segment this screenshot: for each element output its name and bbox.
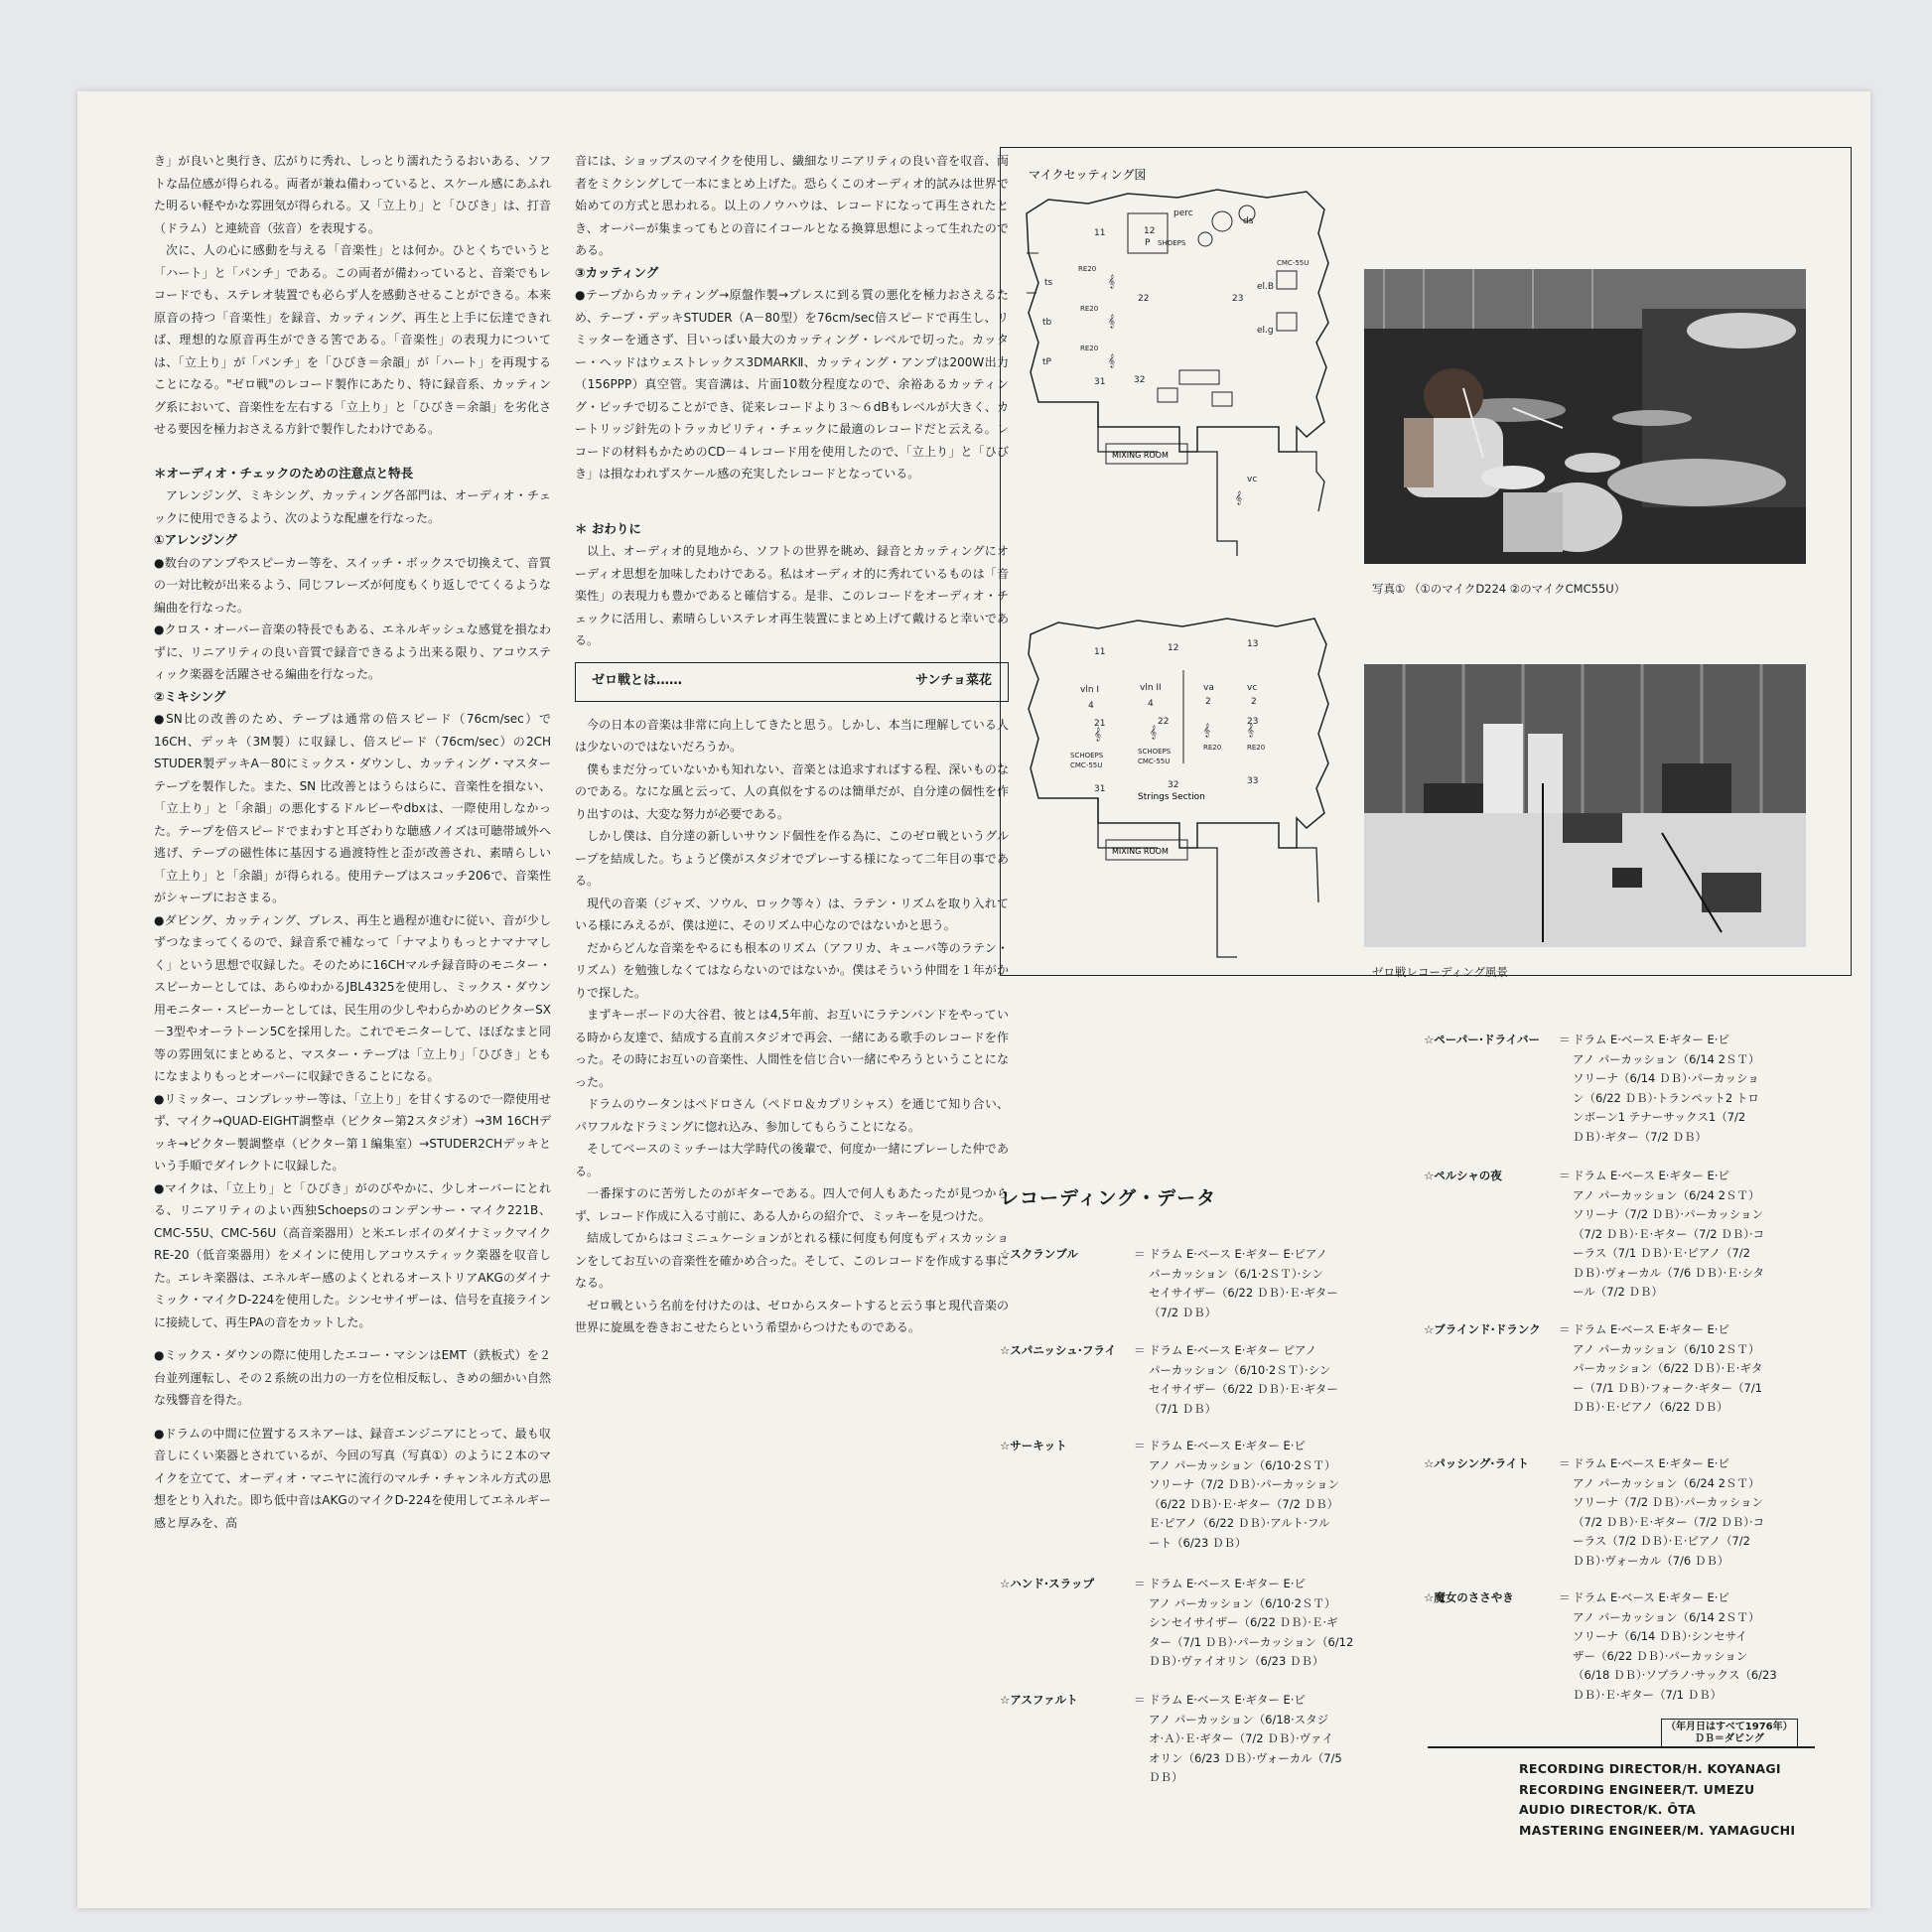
track-detail-line: アノ パーカッション（6/14 2ＳＴ） (1573, 1051, 1760, 1066)
mic-setting-plan-1 (1009, 154, 1366, 556)
track-detail-line: シンセイサイザー（6/22 ＤＢ）·Ｅ·ギ (1149, 1615, 1338, 1629)
credits-divider (1428, 1746, 1815, 1748)
credit-audio-director: AUDIO DIRECTOR/K. ŌTA (1519, 1802, 1697, 1817)
track-detail-line: ーラス（7/1 ＤＢ）·Ｅ·ピアノ（7/2 (1573, 1246, 1750, 1260)
zero-sen-heading-title: ゼロ戦とは…… (592, 673, 683, 689)
svg-text:RE20: RE20 (1080, 345, 1099, 352)
svg-text:el.B: el.B (1257, 282, 1275, 292)
svg-text:ts: ts (1044, 278, 1053, 288)
spacer (575, 485, 1009, 507)
paragraph: 次に、人の心に感動を与える「音楽性」とは何か。ひとくちでいうと「ハート」と「パンチ」である。この両者が備わっていると、音楽でもレコードでも、ステレオ装置でも必らず人を感動させることができる。本来原音の持つ「音楽性」を録音、カッティング、再生と上手に伝達できれば、理想的な原音再生ができる筈である。「音楽性」の表現力については、「立上り」が「パンチ」を「ひびき＝余韻」が「ハート」を再現することになる。"ゼロ戦"のレコード製作にあたり、特に録音系、カッティング系において、音楽性を左右する「立上り」と「ひびき＝余韻」を劣化させる要因を極力おさえる方針で製作したわけである。 (154, 243, 551, 436)
svg-text:12: 12 (1168, 643, 1179, 653)
track-detail-line: （7/2 ＤＢ） (1149, 1305, 1217, 1319)
svg-text:23: 23 (1247, 717, 1259, 727)
track-detail-line: ソリーナ（7/2 ＤＢ）·パーカッション (1573, 1207, 1763, 1221)
recording-entry (1000, 1575, 1417, 1672)
track-detail-line: ドラム E·ベース E·ギター E·ピアノ (1149, 1247, 1328, 1261)
track-detail-line: ドラム E·ベース E·ギター E·ピ (1573, 1322, 1729, 1336)
recording-entry (1000, 1437, 1417, 1553)
photo2-caption: ゼロ戦レコーディング風景 (1372, 965, 1508, 979)
track-detail-line: パーカッション（6/10·2ＳＴ）·シン (1149, 1362, 1331, 1377)
track-name: ☆スクランブル (1000, 1247, 1078, 1261)
svg-text:vc: vc (1247, 683, 1258, 693)
credit-recording-engineer: RECORDING ENGINEER/T. UMEZU (1519, 1781, 1755, 1797)
paragraph: だからどんな音楽をやるにも根本のリズム（アフリカ、キューバ等のラテン・リズム）を勉強しなくてはならないのではないか。僕はそういう仲間を１年がかりで探した。 (575, 940, 1009, 1000)
spacer (154, 441, 551, 463)
svg-text:P: P (1145, 238, 1151, 248)
track-detail-line: ター（7/1 ＤＢ）·パーカッション（6/12 (1149, 1634, 1354, 1649)
svg-text:𝄞: 𝄞 (1108, 353, 1116, 367)
track-detail-line: ート（6/23 ＤＢ） (1149, 1535, 1247, 1550)
track-name: ☆アスファルト (1000, 1693, 1078, 1707)
track-detail-line: ドラム E·ベース E·ギター ピアノ (1149, 1343, 1317, 1357)
recording-entry (1000, 1245, 1417, 1322)
track-detail-line: ドラム E·ベース E·ギター E·ピ (1573, 1590, 1729, 1604)
track-detail-line: ソリーナ（6/14 ＤＢ）·パーカッショ (1573, 1071, 1759, 1085)
credit-recording-director: RECORDING DIRECTOR/H. KOYANAGI (1519, 1761, 1781, 1776)
svg-text:𝄞: 𝄞 (1094, 727, 1102, 741)
paragraph: ゼロ戦という名前を付けたのは、ゼロからスタートすると云う事と現代音楽の世界に旋風を巻きおこせたらという希望からつけたものである。 (575, 1298, 1009, 1334)
recording-entry (1424, 1320, 1841, 1418)
track-detail-line: アノ パーカッション（6/10·2ＳＴ） (1149, 1595, 1336, 1610)
track-detail-line: セイサイザー（6/22 ＤＢ）·Ｅ·ギター (1149, 1286, 1338, 1300)
track-detail-line: （7/1 ＤＢ） (1149, 1401, 1217, 1416)
svg-text:4: 4 (1148, 699, 1154, 709)
svg-text:4: 4 (1088, 701, 1094, 711)
track-detail-line: アノ パーカッション（6/14 2ＳＴ） (1573, 1609, 1760, 1624)
track-detail-line: オ·Ａ）·Ｅ·ギター（7/2 ＤＢ）·ヴァイ (1149, 1731, 1334, 1745)
equals-sign: ＝ (1134, 1343, 1146, 1357)
track-details (1149, 1691, 1342, 1788)
track-detail-line: パーカッション（6/1·2ＳＴ）·シン (1149, 1266, 1324, 1281)
svg-text:RE20: RE20 (1078, 265, 1097, 273)
track-detail-line: ー（7/1 ＤＢ）·フォーク·ギター（7/1 (1573, 1380, 1763, 1395)
track-detail-line: アノ パーカッション（6/10·2ＳＴ） (1149, 1457, 1336, 1472)
track-details (1573, 1588, 1777, 1705)
equals-sign: ＝ (1134, 1577, 1146, 1590)
studio-photo (1364, 664, 1806, 947)
drummer-photo (1364, 269, 1806, 564)
paragraph: ●マイクは、「立上り」と「ひびき」がのびやかに、少しオーバーにとれる、リニアリティのよい西独Schoepsのコンデンサー・マイク221B、CMC-55U、CMC-56U（高音楽器用）と米エレボイのダイナミックマイクRE-20（低音楽器用）をメインに使用しアコウスティック楽器を収音した。エレキ楽器は、エネルギー感のよくとれるオーストリアAKGのダイナミック・マイクD-224を使用した。シンセサイザーは、信号を直接ラインに接続して、再生PAの音をカットした。 (154, 1180, 551, 1329)
svg-text:32: 32 (1134, 375, 1146, 385)
section-heading: ＊ おわりに (575, 520, 641, 536)
track-detail-line: ドラム E·ベース E·ギター E·ピ (1149, 1693, 1306, 1707)
svg-text:vln II: vln II (1140, 683, 1162, 693)
svg-text:33: 33 (1247, 776, 1259, 786)
svg-text:RE20: RE20 (1080, 305, 1099, 313)
track-details (1149, 1245, 1338, 1322)
section-heading: ③カッティング (575, 264, 659, 280)
track-name: ☆ハンド·スラップ (1000, 1577, 1094, 1590)
paragraph: ●クロス・オーバー音楽の特長でもある、エネルギッシュな感覚を損なわずに、リニアリティの良い音質で録音できるよう出来る限り、アコウスティック楽器を活躍させる編曲を行なった。 (154, 622, 551, 681)
svg-text:22: 22 (1158, 717, 1170, 727)
recording-entry (1424, 1454, 1841, 1571)
svg-text:el.g: el.g (1257, 326, 1274, 336)
recording-entry (1424, 1588, 1841, 1705)
paragraph: 結成してからはコミニュケーションがとれる様に何度も何度もディスカッションをしてお互いの音楽性を確かめ合った。そして、このレコードを作成する事になる。 (575, 1231, 1009, 1290)
svg-text:vln I: vln I (1080, 685, 1100, 695)
dates-note-line-2: ＤＢ＝ダビング (1694, 1733, 1764, 1744)
plan2-strings-label: Strings Section (1138, 792, 1205, 802)
svg-text:RE20: RE20 (1247, 744, 1266, 752)
spacer (575, 507, 1009, 518)
paragraph: 今の日本の音楽は非常に向上してきたと思う。しかし、本当に理解している人は少ないのではないだろうか。 (575, 717, 1009, 754)
svg-text:11: 11 (1094, 228, 1106, 238)
plan2-mixing-room: MIXING ROOM (1112, 847, 1169, 856)
svg-text:SCHOEPS: SCHOEPS (1070, 752, 1104, 759)
track-name: ☆魔女のささやき (1424, 1590, 1514, 1604)
recording-entry (1424, 1031, 1841, 1147)
track-detail-line: （6/22 ＤＢ）·Ｅ·ギター（7/2 ＤＢ） (1149, 1496, 1339, 1511)
svg-text:SHOEPS: SHOEPS (1158, 239, 1186, 247)
track-detail-line: ＤＢ）·ヴァイオリン（6/23 ＤＢ） (1149, 1654, 1324, 1668)
credit-mastering-engineer: MASTERING ENGINEER/M. YAMAGUCHI (1519, 1822, 1796, 1838)
track-detail-line: セイサイザー（6/22 ＤＢ）·Ｅ·ギター (1149, 1382, 1338, 1396)
svg-text:RE20: RE20 (1203, 744, 1222, 752)
track-detail-line: ＤＢ）·ヴォーカル（7/6 ＤＢ）·Ｅ·シタ (1573, 1265, 1764, 1280)
track-detail-line: ーラス（7/2 ＤＢ）·Ｅ·ピアノ（7/2 (1573, 1534, 1750, 1548)
mic-setting-plan-1-drawing (1009, 154, 1366, 556)
track-detail-line: アノ パーカッション（6/10 2ＳＴ） (1573, 1341, 1760, 1356)
svg-text:23: 23 (1232, 294, 1244, 304)
track-detail-line: ＤＢ）·Ｅ·ピアノ（6/22 ＤＢ） (1573, 1400, 1728, 1414)
paragraph: ●SN比の改善のため、テープは通常の倍スピード（76cm/sec）で16CH、デッキ（3M製）に収録し、倍スピード（76cm/sec）の2CH STUDER製デッキA－80にミックス・ダウンし、カッティング・マスターテープを製作した。また、SN 比改善とはうらはらに、音楽性を損ない、「立上り」と「余韻」の悪化するドルビーやdbxは、一際使用しなかった。テープを倍スピードでまわすと耳ざわりな聴感ノイズは可聴帯域外へ逃げ、テープの磁性体に基因する過渡特性と歪が改善され、素晴らしい「立上り」と「余韻」が得られる。使用テープはスコッチ206で、音楽性がシャープにおさまる。 (154, 712, 551, 904)
dates-note-line-1: （年月日はすべて1976年） (1666, 1722, 1793, 1732)
track-details (1149, 1341, 1338, 1419)
track-detail-line: ＤＢ）·ギター（7/2 ＤＢ） (1573, 1129, 1707, 1144)
svg-text:32: 32 (1168, 780, 1179, 790)
paragraph: ●リミッター、コンプレッサー等は、「立上り」を甘くするので一際使用せず、マイク→QUAD-EIGHT調整卓（ビクター第2スタジオ）→3M 16CHデッキ→ビクター製調整卓（ビクター第１編集室）→STUDER2CHデッキという手順でダイレクトに収録した。 (154, 1091, 551, 1173)
credits (1519, 1759, 1795, 1841)
track-detail-line: ＤＢ） (1149, 1770, 1183, 1784)
track-details (1149, 1437, 1339, 1553)
equals-sign: ＝ (1134, 1693, 1146, 1707)
svg-text:13: 13 (1247, 639, 1259, 649)
track-name: ☆ブラインド·ドランク (1424, 1322, 1541, 1336)
zero-sen-heading-box (575, 662, 1009, 702)
paragraph: 音には、ショップスのマイクを使用し、繊細なリニアリティの良い音を収音、両者をミクシングして一本にまとめ上げた。恐らくこのオーディオ的試みは世界で始めての方式と思われる。以上のノウハウは、レコードになって再生されたとき、オーバーが集まってもとの音にイコールとなる換算思想によって生れたのである。 (575, 154, 1009, 257)
track-detail-line: ソリーナ（7/2 ＤＢ）·パーカッション (1573, 1495, 1763, 1509)
studio-photo-image (1364, 664, 1806, 947)
track-details (1573, 1031, 1759, 1147)
track-name: ☆ペルシャの夜 (1424, 1169, 1502, 1182)
track-detail-line: ＤＢ）·ヴォーカル（7/6 ＤＢ） (1573, 1553, 1729, 1568)
paragraph: ドラムのウータンはペドロさん（ペドロ＆カプリシャス）を通じて知り合い、パワフルなドラミングに惚れ込み、参加してもらうことになる。 (575, 1097, 1009, 1134)
paragraph: しかし僕は、自分達の新しいサウンド個性を作る為に、このゼロ戦というグループを結成した。ちょうど僕がスタジオでプレーする様になって二年目の事である。 (575, 829, 1009, 888)
track-detail-line: ＤＢ）·Ｅ·ギター（7/1 ＤＢ） (1573, 1687, 1723, 1702)
spacer (154, 1333, 551, 1344)
track-detail-line: ン（6/22 ＤＢ）·トランペット2 トロ (1573, 1090, 1759, 1105)
track-detail-line: ンボーン1 テナーサックス1（7/2 (1573, 1110, 1746, 1124)
paragraph: アレンジング、ミキシング、カッティング各部門は、オーディオ・チェックに使用できるよう、次のような配慮を行なった。 (154, 488, 551, 525)
paragraph: ●ミックス・ダウンの際に使用したエコー・マシンはEMT（鉄板式）を２台並列運転し、その２系統の出力の一方を位相反転し、きめの細かい自然な残響音を得た。 (154, 1348, 551, 1407)
track-detail-line: ドラム E·ベース E·ギター E·ピ (1149, 1577, 1306, 1590)
svg-text:SCHOEPS: SCHOEPS (1138, 748, 1172, 756)
section-heading: ＊オーディオ・チェックのための注意点と特長 (154, 465, 414, 481)
svg-text:𝄞: 𝄞 (1108, 314, 1116, 328)
track-detail-line: ドラム E·ベース E·ギター E·ピ (1573, 1169, 1729, 1182)
svg-text:va: va (1203, 683, 1214, 693)
equals-sign: ＝ (1559, 1322, 1571, 1336)
track-detail-line: （6/18 ＤＢ）·ソプラノ·サックス（6/23 (1573, 1668, 1777, 1682)
track-detail-line: ドラム E·ベース E·ギター E·ピ (1573, 1033, 1729, 1046)
paragraph: 以上、オーディオ的見地から、ソフトの世界を眺め、録音とカッティングにオーディオ思想を加味したわけである。私はオーディオ的に秀れているものは「音楽性」の表現力も豊かであると確信する。是非、このレコードをオーディオ・チェックに活用し、素晴らしいステレオ再生装置にまとめ上げて戴けると幸いである。 (575, 544, 1009, 647)
track-details (1573, 1320, 1762, 1418)
svg-text:CMC-55U: CMC-55U (1277, 259, 1310, 267)
svg-text:tb: tb (1042, 318, 1052, 328)
track-detail-line: ドラム E·ベース E·ギター E·ピ (1573, 1456, 1729, 1470)
track-details (1573, 1167, 1764, 1303)
recording-data-title: レコーディング・データ (1000, 1187, 1217, 1209)
track-name: ☆ペーパー·ドライバー (1424, 1033, 1541, 1046)
mic-setting-plan-2 (1009, 575, 1366, 967)
svg-text:𝄞: 𝄞 (1108, 274, 1116, 288)
figure-frame (1000, 147, 1852, 979)
equals-sign: ＝ (1559, 1590, 1571, 1604)
svg-text:CMC-55U: CMC-55U (1138, 758, 1171, 765)
equals-sign: ＝ (1134, 1247, 1146, 1261)
paragraph: ●ドラムの中間に位置するスネアーは、録音エンジニアにとって、最も収音しにくい楽器とされているが、今回の写真（写真①）のように２本のマイクを立てて、オーディオ・マニヤに流行のマルチ・チャンネル方式の思想をとり入れた。即ち低中音はAKGのマイクD-224を使用してエネルギー感と厚みを、高 (154, 1426, 551, 1530)
section-heading: ②ミキシング (154, 688, 226, 704)
track-detail-line: パーカッション（6/22 ＤＢ）·Ｅ·ギタ (1573, 1361, 1763, 1375)
svg-text:𝄞: 𝄞 (1150, 725, 1158, 739)
mic-setting-plan-2-drawing (1009, 575, 1366, 967)
svg-text:31: 31 (1094, 784, 1106, 794)
equals-sign: ＝ (1559, 1456, 1571, 1470)
paragraph: き」が良いと奥行き、広がりに秀れ、しっとり濡れたうるおいある、ソフトな品位感が得られる。両者が兼ね備わっていると、スケール感にあふれた明るい軽やかな雰囲気が得られる。又「立上り」と「ひびき」は、打音（ドラム）と連続音（弦音）を表現する。 (154, 154, 551, 235)
spacer (154, 1412, 551, 1423)
svg-text:21: 21 (1094, 719, 1106, 729)
track-detail-line: （7/2 ＤＢ）·Ｅ·ギター（7/2 ＤＢ）·コ (1573, 1514, 1765, 1529)
paragraph: 現代の音楽（ジャズ、ソウル、ロック等々）は、ラテン・リズムを取り入れている様にみえるが、僕は逆に、そのリズム中心なのではないかと思う。 (575, 896, 1009, 932)
paragraph: ●テープからカッティング→原盤作製→プレスに到る質の悪化を極力おさえるため、テープ・デッキSTUDER（A－80型）を76cm/sec倍スピードで再生し、リミッターを通さず、目いっぱい最大のカッティング・レベルで切った。カッター・ヘッドはウェストレックス3DMARKⅡ、カッティング・アンプは200W出力（156PPP）真空管。実音溝は、片面10数分程度なので、余裕あるカッティング・ピッチで切ることができ、従来レコードより３～６dBもレベルが大きく、カートリッジ針先のトラッカビリティ・チェックに最適のレコードだと云える。レコードの材料もかためのCD－４レコード用を使用したので、「立上り」と「ひびき」は損なわれずスケール感の充実したレコードとなっている。 (575, 288, 1009, 481)
track-detail-line: アノ パーカッション（6/24 2ＳＴ） (1573, 1187, 1760, 1202)
svg-text:perc: perc (1173, 208, 1193, 218)
svg-text:22: 22 (1138, 294, 1150, 304)
dates-note (1661, 1719, 1798, 1748)
svg-text:𝄞: 𝄞 (1235, 490, 1243, 504)
recording-entry (1000, 1691, 1417, 1788)
svg-text:𝄞: 𝄞 (1247, 723, 1255, 737)
track-name: ☆スパニッシュ·フライ (1000, 1343, 1117, 1357)
svg-text:CMC-55U: CMC-55U (1070, 761, 1103, 769)
recording-entry (1424, 1167, 1841, 1303)
track-detail-line: ドラム E·ベース E·ギター E·ピ (1149, 1439, 1306, 1452)
track-detail-line: ザー（6/22 ＤＢ）·パーカッション (1573, 1648, 1748, 1663)
drummer-photo-image (1364, 269, 1806, 564)
svg-text:2: 2 (1205, 697, 1211, 707)
track-detail-line: アノ パーカッション（6/24 2ＳＴ） (1573, 1475, 1760, 1490)
svg-text:tP: tP (1042, 357, 1051, 367)
plan1-mixing-room: MIXING ROOM (1112, 451, 1169, 460)
paragraph: まずキーボードの大谷君、彼とは4,5年前、お互いにラテンバンドをやっている時から友達で、結成する直前スタジオで再会、一緒にある歌手のレコードを作った。その時にお互いの音楽性、人間性を信じ合い一緒にやろうということになった。 (575, 1008, 1009, 1089)
track-name: ☆サーキット (1000, 1439, 1067, 1452)
track-detail-line: アノ パーカッション（6/18·スタジ (1149, 1712, 1329, 1726)
paragraph: ●ダビング、カッティング、プレス、再生と過程が進むに従い、音が少しずつなまってくるので、録音系で補なって「ナマよりもっとナマナマしく」という思想で収録した。そのために16CHマルチ録音時のモニター・スピーカーとしては、あらゆわかるJBL4325を使用し、ミックス・ダウン用モニター・スピーカーとしては、民生用の少しやわらかめのビクターSX－3型やオーラトーン5Cを採用した。これでモニターして、ほぼなまと同等の雰囲気にまとめると、マスター・テープは「立上り」「ひびき」ともになまよりもっとオーバーに収録できることになる。 (154, 912, 551, 1083)
svg-text:11: 11 (1094, 647, 1106, 657)
left-text-column (154, 150, 551, 1534)
recording-entry (1000, 1341, 1417, 1419)
track-details (1573, 1454, 1764, 1571)
svg-text:ds: ds (1243, 216, 1254, 226)
paragraph: ●数台のアンプやスピーカー等を、スイッチ・ボックスで切換えて、音質の一対比較が出来るよう、同じフレーズが何度もくり返しでてくるような編曲を行なった。 (154, 555, 551, 615)
equals-sign: ＝ (1559, 1169, 1571, 1182)
paragraph: そしてベースのミッチーは大学時代の後輩で、何度か一緒にプレーした仲である。 (575, 1142, 1009, 1178)
zero-sen-heading-author: サンチョ菜花 (915, 673, 992, 689)
svg-text:𝄞: 𝄞 (1203, 723, 1211, 737)
plan1-title: マイクセッティング図 (1029, 168, 1147, 182)
equals-sign: ＝ (1559, 1033, 1571, 1046)
track-detail-line: ソリーナ（6/14 ＤＢ）·シンセサイ (1573, 1629, 1747, 1643)
svg-text:31: 31 (1094, 377, 1106, 387)
middle-text-column (575, 150, 1009, 1339)
track-detail-line: Ｅ·ピアノ（6/22 ＤＢ）·アルト·フル (1149, 1516, 1330, 1530)
track-detail-line: オリン（6/23 ＤＢ）·ヴォーカル（7/5 (1149, 1750, 1342, 1765)
track-detail-line: ール（7/2 ＤＢ） (1573, 1285, 1663, 1299)
equals-sign: ＝ (1134, 1439, 1146, 1452)
svg-text:12: 12 (1144, 226, 1156, 236)
track-name: ☆パッシング·ライト (1424, 1456, 1529, 1470)
track-details (1149, 1575, 1353, 1672)
svg-text:vc: vc (1247, 475, 1258, 484)
photo1-caption: 写真① （①のマイクD224 ②のマイクCMC55U） (1372, 582, 1626, 596)
track-detail-line: （7/2 ＤＢ）·Ｅ·ギター（7/2 ＤＢ）·コ (1573, 1226, 1765, 1241)
track-detail-line: ソリーナ（7/2 ＤＢ）·パーカッション (1149, 1477, 1339, 1491)
paragraph: 一番探すのに苦労したのがギターである。四人で何人もあたったが見つからず、レコード作成に入る寸前に、ある人からの紹介で、ミッキーを見つけた。 (575, 1186, 1009, 1223)
paragraph: 僕もまだ分っていないかも知れない、音楽とは追求すればする程、深いものなのである。なにな風と云って、人の真似をするのは簡単だが、自分達の個性を作り出すのは、大変な努力が必要である。 (575, 761, 1009, 821)
section-heading: ①アレンジング (154, 532, 237, 547)
svg-text:2: 2 (1251, 697, 1257, 707)
liner-notes-sheet (77, 91, 1870, 1908)
